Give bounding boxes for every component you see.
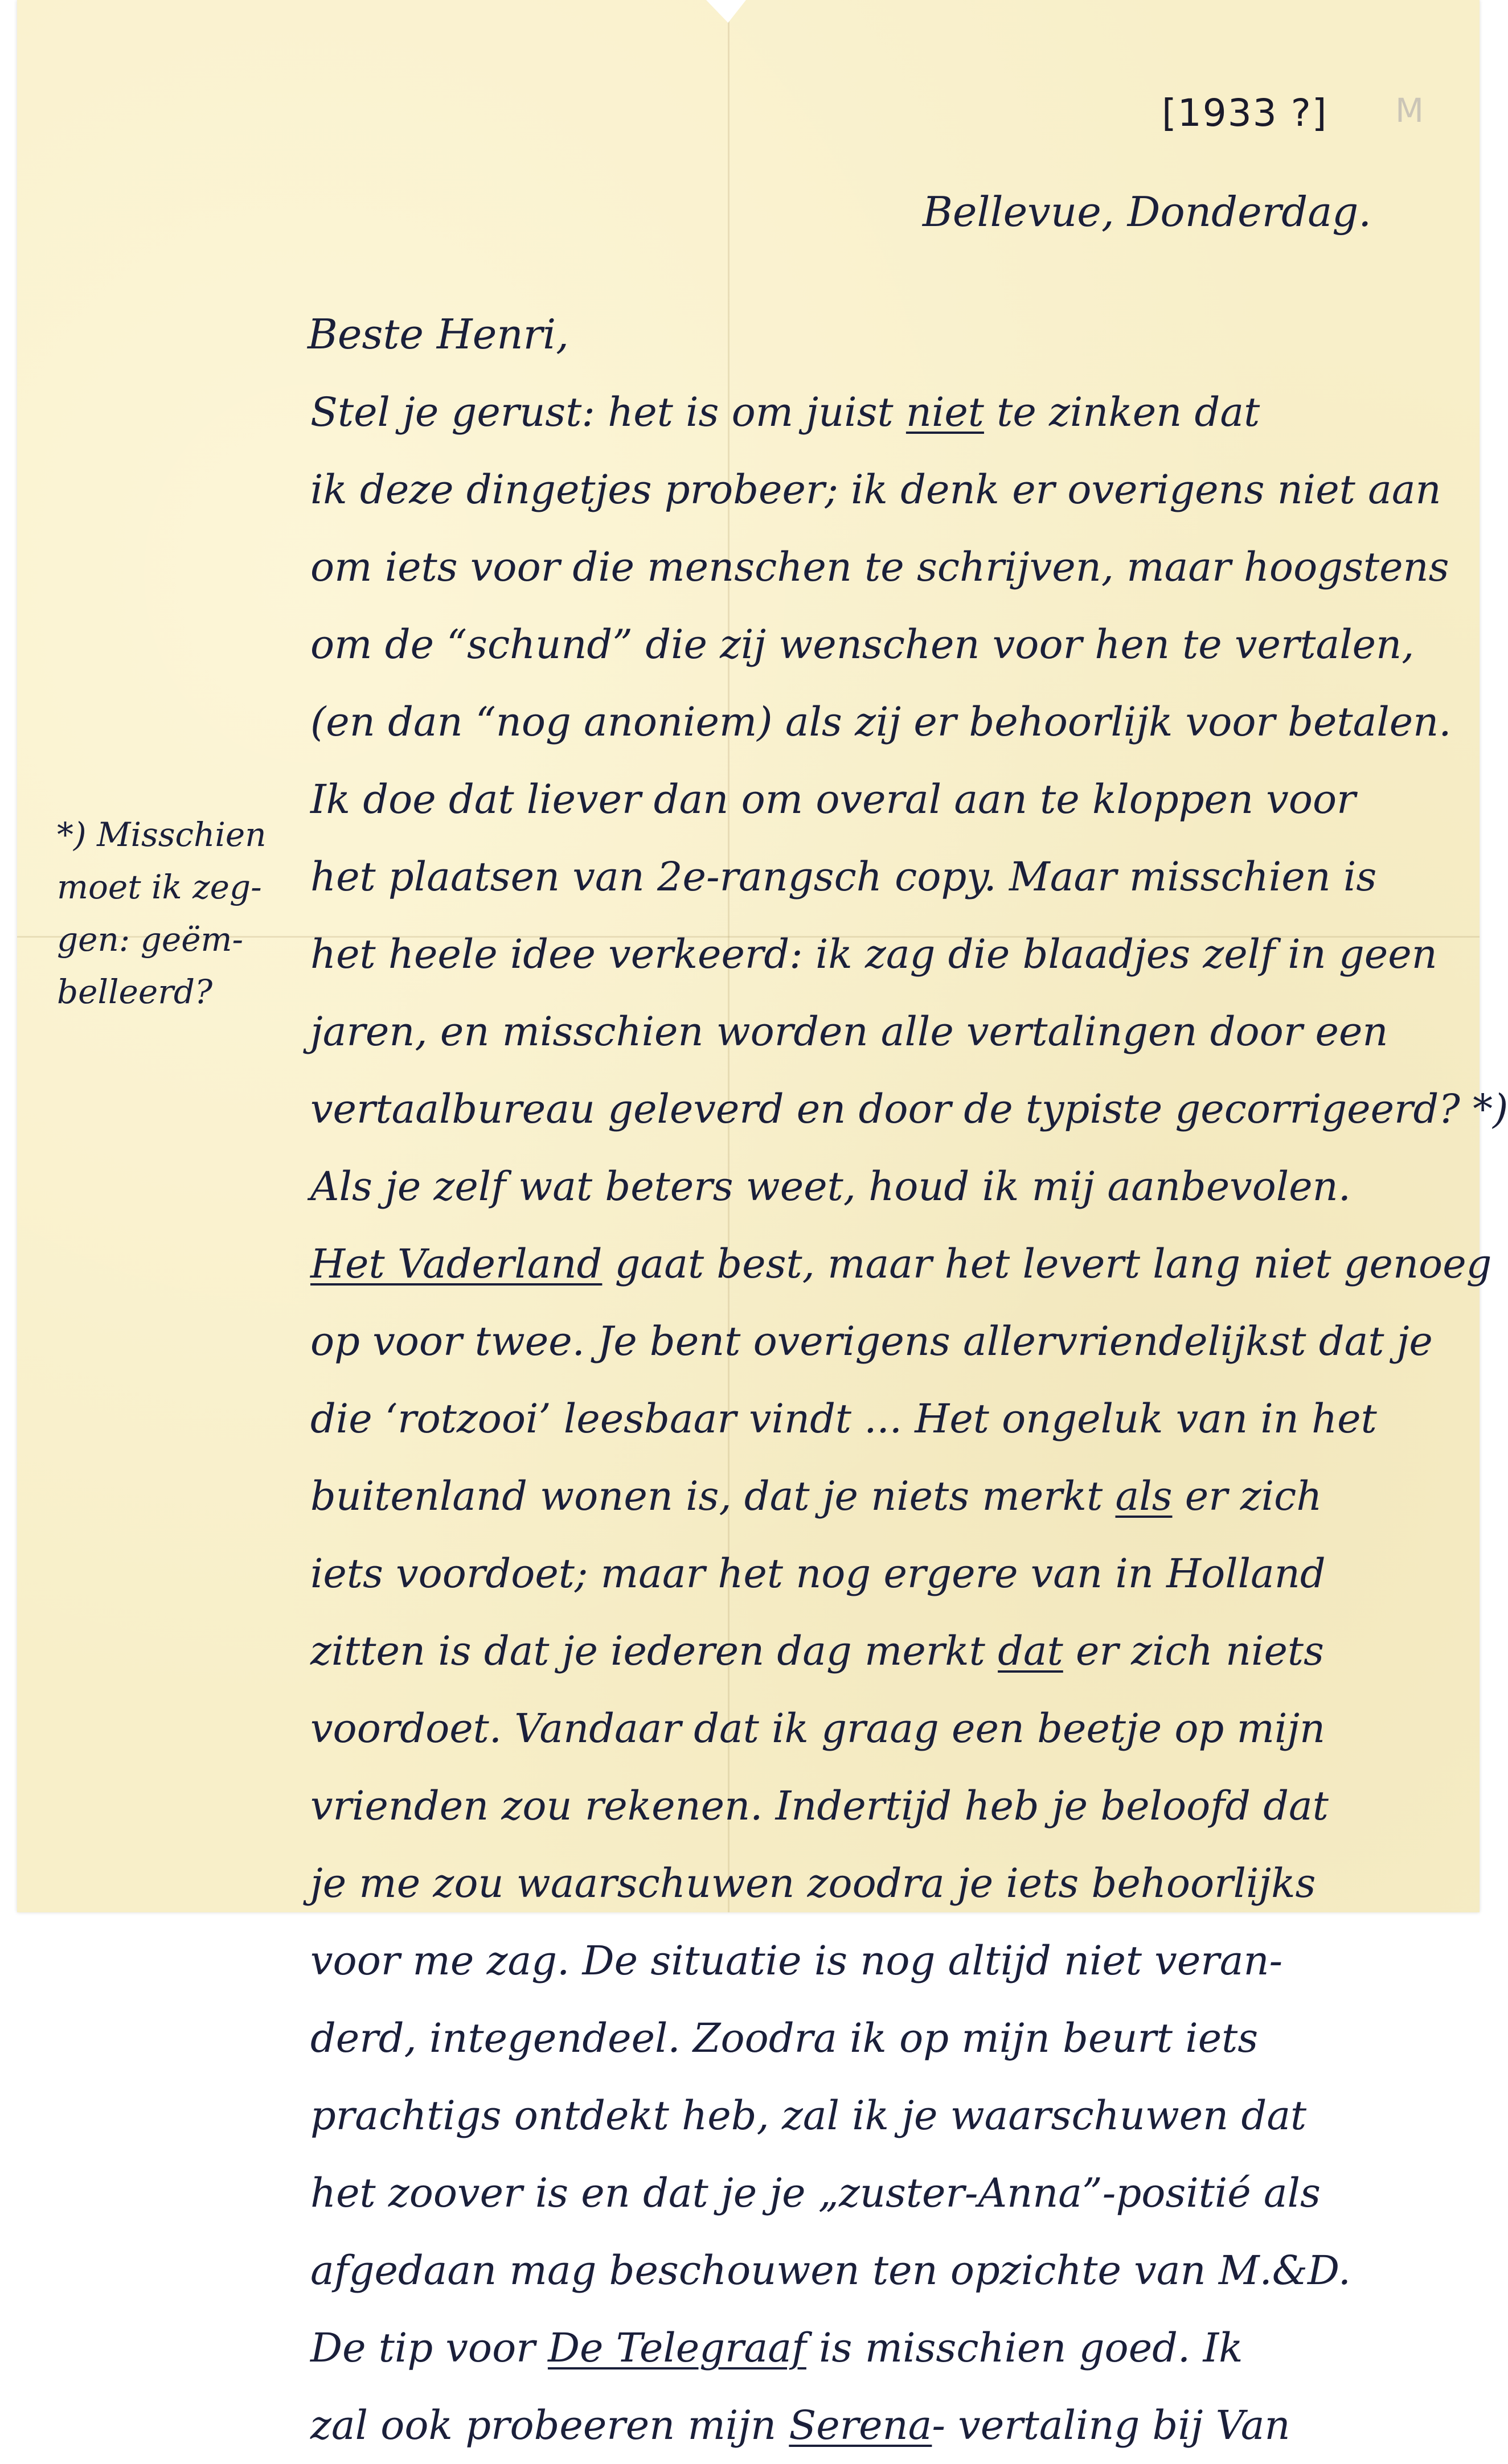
letter-line xyxy=(310,1767,1461,1845)
underlined-text: dat xyxy=(998,1628,1063,1674)
line-text: er zich niets xyxy=(1063,1628,1324,1674)
line-text: ik deze dingetjes probeer; ik denk er overigens niet aan xyxy=(310,466,1441,513)
line-text: het plaatsen van 2e-rangsch copy. Maar misschien is xyxy=(310,853,1377,900)
line-text: het heele idee verkeerd: ik zag die blaadjes zelf in geen xyxy=(310,931,1437,978)
letter-line xyxy=(310,2077,1461,2154)
letter-line xyxy=(310,683,1461,761)
letter-line xyxy=(310,1845,1461,1922)
letter-line xyxy=(310,1380,1461,1457)
line-text: is misschien goed. Ik xyxy=(806,2325,1243,2371)
line-text: vrienden zou rekenen. Indertijd heb je beloofd dat xyxy=(310,1783,1329,1829)
line-text: voordoet. Vandaar dat ik graag een beetje op mijn xyxy=(310,1705,1326,1752)
letter-sheet xyxy=(17,0,1508,2449)
line-text: zal ook probeeren mijn xyxy=(310,2402,789,2449)
letter-line xyxy=(310,1225,1492,1303)
letter-salutation: Beste Henri, xyxy=(308,310,569,358)
margin-footnote xyxy=(57,808,273,1018)
line-text: te zinken dat xyxy=(984,389,1260,436)
line-text: afgedaan mag beschouwen ten opzichte van M.&D. xyxy=(310,2247,1351,2294)
letter-line xyxy=(310,606,1461,683)
letter-line xyxy=(310,761,1461,838)
margin-note-line: moet ik zeg- xyxy=(57,868,262,906)
line-text: derd, integendeel. Zoodra ik op mijn beurt iets xyxy=(310,2015,1259,2061)
line-text: De tip voor xyxy=(310,2325,548,2371)
line-text: Als je zelf wat beters weet, houd ik mij aanbevolen. xyxy=(310,1163,1351,1210)
line-text: om iets voor die menschen te schrijven, maar hoogstens xyxy=(310,544,1449,590)
letter-line xyxy=(310,373,1461,451)
letter-line xyxy=(310,1999,1461,2077)
underlined-text: De Telegraaf xyxy=(547,2325,806,2371)
letter-line xyxy=(310,2232,1461,2309)
line-text: je me zou waarschuwen zoodra je iets behoorlijks xyxy=(310,1860,1316,1907)
line-text: iets voordoet; maar het nog ergere van in Holland xyxy=(310,1550,1326,1597)
line-text: het zoover is en dat je je „zuster-Anna”-positié als xyxy=(310,2170,1321,2216)
line-text: buitenland wonen is, dat je niets merkt xyxy=(310,1473,1116,1520)
letter-line xyxy=(310,1303,1461,1380)
line-text: prachtigs ontdekt heb, zal ik je waarschuwen dat xyxy=(310,2092,1307,2139)
line-text: er zich xyxy=(1172,1473,1322,1520)
letter-line xyxy=(310,1612,1461,1690)
underlined-text: Het Vaderland xyxy=(310,1241,603,1287)
letter-line xyxy=(310,1148,1461,1225)
line-text: - vertaling bij Van xyxy=(932,2402,1290,2449)
archive-date-annotation: [1933 ?] xyxy=(1162,91,1328,135)
letter-line xyxy=(310,2154,1461,2232)
letter-place-date: Bellevue, Donderdag. xyxy=(923,188,1372,236)
margin-note-line: gen: geëm- xyxy=(57,920,244,959)
line-text: Ik doe dat liever dan om overal aan te kloppen voor xyxy=(310,776,1356,823)
letter-line xyxy=(310,2309,1461,2387)
letter-line xyxy=(310,528,1461,606)
paper-tear xyxy=(706,0,746,23)
line-text: Stel je gerust: het is om juist xyxy=(310,389,906,436)
letter-line xyxy=(310,2387,1461,2464)
letter-line xyxy=(310,1690,1461,1767)
letter-line xyxy=(310,1457,1461,1535)
underlined-text: als xyxy=(1115,1473,1173,1520)
letter-line xyxy=(310,1535,1461,1612)
line-text: (en dan “nog anoniem) als zij er behoorlijk voor betalen. xyxy=(310,699,1452,745)
letter-line xyxy=(310,993,1461,1070)
line-text: op voor twee. Je bent overigens allervriendelijkst dat je xyxy=(310,1318,1433,1365)
letter-line xyxy=(310,451,1461,528)
line-text: jaren, en misschien worden alle vertalingen door een xyxy=(310,1008,1388,1055)
underlined-text: niet xyxy=(905,389,984,436)
line-text: die ‘rotzooi’ leesbaar vindt ... Het ongeluk van in het xyxy=(310,1395,1377,1442)
line-text: vertaalbureau geleverd en door de typiste gecorrigeerd? *) xyxy=(310,1086,1508,1132)
archive-corner-mark: M xyxy=(1395,91,1424,130)
line-text: voor me zag. De situatie is nog altijd niet veran- xyxy=(310,1937,1283,1984)
letter-line xyxy=(310,915,1461,993)
line-text: om de “schund” die zij wenschen voor hen te vertalen, xyxy=(310,621,1415,668)
margin-note-line: belleerd? xyxy=(57,972,213,1011)
letter-line xyxy=(310,838,1461,915)
letter-line xyxy=(310,1922,1461,1999)
underlined-text: Serena xyxy=(789,2402,932,2449)
letter-body xyxy=(310,373,1508,2464)
line-text: zitten is dat je iederen dag merkt xyxy=(310,1628,998,1674)
line-text: gaat best, maar het levert lang niet genoeg xyxy=(602,1241,1492,1287)
letter-line xyxy=(310,1070,1508,1148)
margin-note-line: *) Misschien xyxy=(57,815,267,854)
